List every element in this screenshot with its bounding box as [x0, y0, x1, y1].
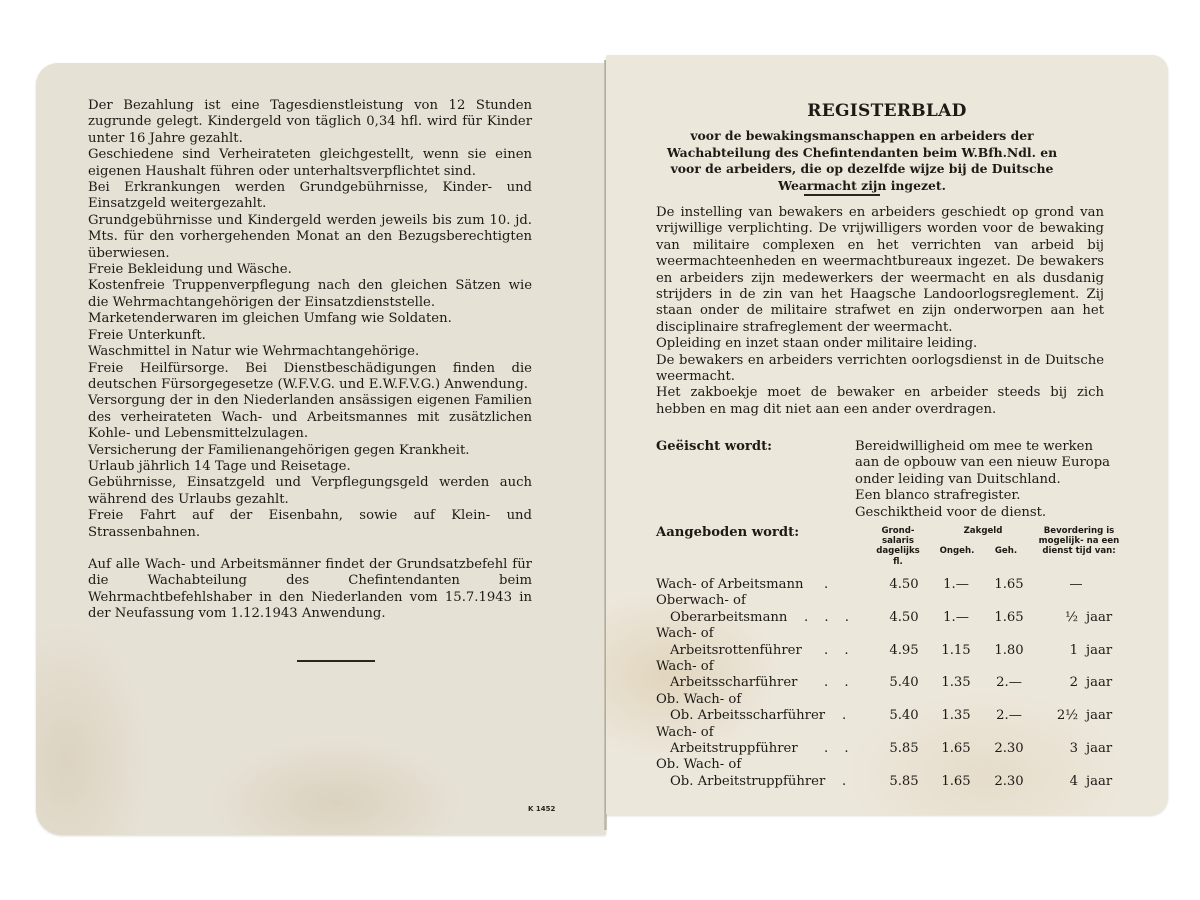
leader-dots: . . — [824, 675, 855, 691]
requirements-list — [855, 439, 1111, 521]
promotion-years: 2 — [1069, 675, 1078, 691]
rank-name: Wach- of Arbeitsmann — [656, 577, 804, 592]
rank-prefix: Wach- of — [656, 658, 714, 674]
paragraph-divorced: Geschiedene sind Verheirateten gleichgestellt, wenn sie einen eigenen Haushalt führen oder unterhaltsverpflichtet sind. — [88, 147, 532, 179]
base-salary: 4.95 — [889, 642, 919, 658]
table-row — [656, 708, 1116, 724]
page-title: REGISTERBLAD — [807, 101, 967, 121]
offered-label: Aangeboden wordt: — [656, 525, 800, 540]
pocket-money-unmarried: 1.65 — [941, 773, 971, 789]
paragraph-detergent: Waschmittel in Natur wie Wehrmachtangehörige. — [88, 344, 420, 360]
requirement-item: aan de opbouw van een nieuw Europa — [855, 455, 1111, 471]
paragraph-war-service: De bewakers en arbeiders verrichten oorlogsdienst in de Duitsche weermacht. — [656, 352, 1104, 385]
paragraph-leave-pay: Gebührnisse, Einsatzgeld und Verpflegungsgeld werden auch während des Urlaubs gezahlt. — [88, 475, 532, 507]
divider-line — [297, 660, 375, 662]
table-row — [656, 774, 1116, 790]
pocket-money-unmarried: 1.65 — [941, 740, 971, 756]
leader-dots: . — [842, 708, 853, 724]
rank-prefix: Ob. Wach- of — [656, 757, 742, 773]
table-row-prefix — [656, 659, 1116, 675]
paragraph-pocketbook: Het zakboekje moet de bewaker en arbeider steeds bij zich hebben en mag dit niet aan een ander overdragen. — [656, 385, 1104, 417]
paragraph-work-hours: Der Bezahlung ist eine Tagesdienstleistung von 12 Stunden zugrunde gelegt. Kindergeld von täglich 0,34 hfl. wird für Kinder unter 16 Jahre gezahlt. — [88, 98, 532, 146]
base-salary: 5.85 — [889, 773, 919, 789]
header-pocket-money: Zakgeld — [963, 526, 1003, 536]
promotion-years: 3 — [1069, 740, 1078, 756]
leader-dots: . . — [824, 740, 855, 756]
table-row — [656, 577, 1116, 593]
pocket-money-unmarried: 1.35 — [941, 675, 971, 691]
promotion-unit: jaar — [1086, 642, 1113, 658]
promotion-unit: jaar — [1086, 740, 1113, 756]
requirement-item: Bereidwilligheid om mee te werken — [855, 439, 1093, 454]
paragraph-insurance: Versicherung der Familienangehörigen gegen Krankheit. — [88, 442, 470, 458]
promotion-unit: jaar — [1086, 773, 1113, 789]
base-salary: 5.40 — [889, 708, 919, 724]
pocket-money-married: 1.65 — [994, 609, 1024, 625]
paragraph-canteen: Marketenderwaren im gleichen Umfang wie Soldaten. — [88, 311, 452, 327]
requirement-item: Een blanco strafregister. — [855, 488, 1021, 504]
pocket-money-married: 2.30 — [994, 740, 1024, 756]
table-row — [656, 610, 1116, 626]
pocket-money-married: 2.— — [996, 708, 1022, 724]
requirements-label: Geëischt wordt: — [656, 439, 773, 454]
leader-dots: . — [842, 773, 853, 789]
base-salary: 4.50 — [889, 609, 919, 625]
paragraph-enlistment: De instelling van bewakers en arbeiders geschiedt op grond van vrijwillige verplichting. De vrijwilligers worden voor de bewaking van militaire complexen en het verrichten van arbeid bij weermachteenheden en weermachtbureaux ingezet. De bewakers en arbeiders zijn medewerkers der weermacht en als dusdanig strijders in de zin van het Haagsche Landoorlogsreglement. Zij staan onder de militaire strafwet en zijn onderworpen aan het disciplinaire strafreglement der weermacht. — [656, 205, 1104, 335]
header-married: Geh. — [994, 546, 1018, 556]
pocket-money-unmarried: 1.15 — [941, 642, 971, 658]
pocket-money-married: 2.30 — [994, 773, 1024, 789]
rank-name: Arbeitsrottenführer — [670, 642, 802, 658]
left-page-text — [88, 98, 532, 623]
rank-prefix: Oberwach- of — [656, 593, 746, 609]
table-row-prefix — [656, 757, 1116, 773]
base-salary: 5.85 — [889, 740, 919, 756]
pocket-money-unmarried: 1.— — [943, 577, 969, 592]
requirement-item: onder leiding van Duitschland. — [855, 471, 1061, 487]
paragraph-clothing: Freie Bekleidung und Wäsche. — [88, 262, 292, 278]
right-page — [606, 55, 1168, 815]
table-row-prefix — [656, 725, 1116, 741]
paragraph-leave: Urlaub jährlich 14 Tage und Reisetage. — [88, 458, 351, 474]
promotion-unit: jaar — [1086, 609, 1113, 625]
pocket-money-unmarried: 1.— — [943, 609, 969, 625]
pocket-money-married: 1.80 — [994, 642, 1024, 658]
paragraph-regulation: Auf alle Wach- und Arbeitsmänner findet der Grundsatzbefehl für die Wachabteilung des Chefintendanten beim Wehrmachtbefehlshaber in den Niederlanden vom 15.7.1943 in der Neufassung vom 1.12.1943 Anwendung. — [88, 556, 532, 622]
rank-prefix: Wach- of — [656, 724, 714, 740]
rank-prefix: Wach- of — [656, 626, 714, 642]
base-salary: 4.50 — [889, 577, 919, 592]
promotion-unit: jaar — [1086, 675, 1113, 691]
paragraph-lodging: Freie Unterkunft. — [88, 327, 206, 343]
leader-dots: . — [824, 577, 835, 592]
promotion-years: 2½ — [1056, 708, 1078, 724]
paragraph-family-supply: Versorgung der in den Niederlanden ansässigen eigenen Familien des verheirateten Wach- und Arbeitsmannes mit zusätzlichen Kohle- und Lebensmittelzulagen. — [88, 393, 532, 442]
paragraph-free-travel: Freie Fahrt auf der Eisenbahn, sowie auf Klein- und Strassenbahnen. — [88, 508, 532, 540]
paragraph-training: Opleiding en inzet staan onder militaire leiding. — [656, 336, 978, 352]
promotion-unit: jaar — [1086, 708, 1113, 724]
page-subtitle: voor de bewakingsmanschappen en arbeiders der Wachabteilung des Chefintendanten beim W.Bfh.Ndl. en voor de arbeiders, die op dezelfde wijze bij de Duitsche Wearmacht zijn ingezet. — [666, 128, 1058, 193]
table-row-prefix — [656, 626, 1116, 642]
divider-line — [804, 194, 880, 196]
rank-name: Ob. Arbeitsscharführer — [670, 708, 826, 724]
pocket-money-married: 2.— — [996, 675, 1022, 691]
promotion-time: — — [1069, 577, 1083, 592]
rank-name: Oberarbeitsmann — [670, 609, 788, 625]
pocket-money-married: 1.65 — [994, 577, 1024, 592]
paragraph-rations: Kostenfreie Truppenverpflegung nach den gleichen Sätzen wie die Wehrmachtangehörigen der Einsatzdienststelle. — [88, 278, 532, 310]
table-row — [656, 675, 1116, 691]
promotion-years: 1 — [1069, 642, 1078, 658]
table-row-prefix — [656, 692, 1116, 708]
pocket-money-unmarried: 1.35 — [941, 708, 971, 724]
rank-prefix: Ob. Wach- of — [656, 691, 742, 707]
requirement-item: Geschiktheid voor de dienst. — [855, 504, 1047, 520]
promotion-years: ½ — [1065, 609, 1078, 625]
promotion-years: 4 — [1069, 773, 1078, 789]
paragraph-illness: Bei Erkrankungen werden Grundgebührnisse, Kinder- und Einsatzgeld weitergezahlt. — [88, 180, 532, 212]
header-promotion: Bevordering is mogelijk- na een dienst tijd van: — [1038, 526, 1120, 557]
table-row — [656, 741, 1116, 757]
table-row-prefix — [656, 593, 1116, 609]
header-base-salary: Grond- salaris dagelijks fl. — [876, 526, 920, 567]
table-row — [656, 643, 1116, 659]
rank-name: Ob. Arbeitstruppführer — [670, 773, 826, 789]
header-unmarried: Ongeh. — [939, 546, 975, 556]
leader-dots: . . — [824, 642, 855, 658]
rank-name: Arbeitstruppführer — [670, 740, 798, 756]
pay-table — [656, 577, 1116, 790]
right-page-text — [656, 205, 1104, 418]
catalog-number: K 1452 — [528, 805, 556, 813]
leader-dots: . . . — [804, 609, 855, 625]
base-salary: 5.40 — [889, 675, 919, 691]
rank-name: Arbeitsscharführer — [670, 675, 798, 691]
paragraph-medical-care: Freie Heilfürsorge. Bei Dienstbeschädigungen finden die deutschen Fürsorgegesetze (W.F.V.G. und E.W.F.V.G.) Anwendung. — [88, 360, 532, 392]
left-page — [36, 63, 606, 835]
paragraph-payment-schedule: Grundgebührnisse und Kindergeld werden jeweils bis zum 10. jd. Mts. für den vorhergehenden Monat an den Bezugsberechtigten überwiesen. — [88, 212, 532, 261]
